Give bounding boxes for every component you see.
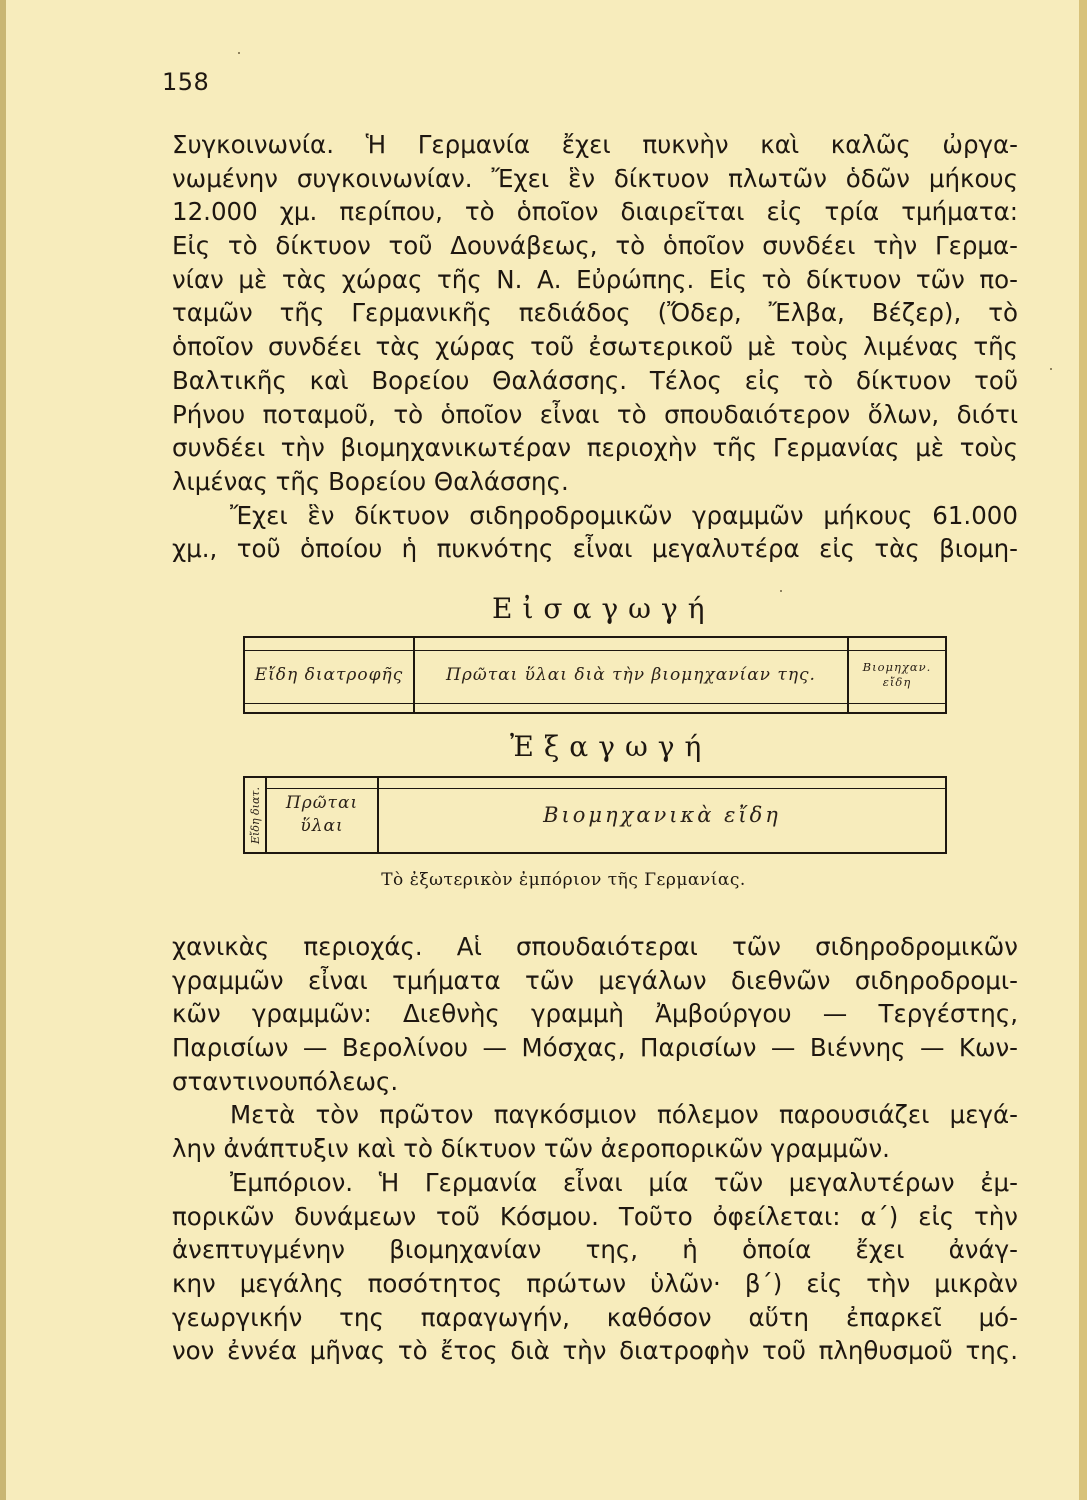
- import-industrial-label-1: Βιομηχαν.: [862, 660, 932, 674]
- page-number: 158: [162, 68, 210, 96]
- diagram-rule: [267, 788, 945, 789]
- paper-speck: [780, 590, 782, 592]
- diagram-rule: [245, 703, 945, 704]
- text-line: σταντινουπόλεως.: [172, 1066, 399, 1096]
- text-line: ὁποῖον συνδέει τὰς χώρας τοῦ ἐσωτερικοῦ μὲ τοὺς λιμένας τῆς: [172, 332, 1018, 362]
- top-paragraphs: [172, 128, 1018, 566]
- export-raw-label-1: Πρῶται: [285, 793, 359, 813]
- text-line: νον ἐννέα μῆνας τὸ ἔτος διὰ τὴν διατροφὴν τοῦ πληθυσμοῦ της.: [172, 1336, 1018, 1366]
- import-diagram: [243, 636, 947, 714]
- export-industrial-cell: [379, 778, 945, 852]
- text-line: νωμένην συγκοινωνίαν. Ἔχει ἓν δίκτυον πλωτῶν ὁδῶν μήκους: [172, 163, 1018, 193]
- text-line: χμ., τοῦ ὁποίου ἡ πυκνότης εἶναι μεγαλυτέρα εἰς τὰς βιομη-: [172, 534, 1018, 564]
- import-heading: Εἰσαγωγή: [492, 592, 715, 625]
- text-line: λην ἀνάπτυξιν καὶ τὸ δίκτυον τῶν ἀεροπορικῶν γραμμῶν.: [172, 1134, 890, 1164]
- text-line: νίαν μὲ τὰς χώρας τῆς Ν. Α. Εὐρώπης. Εἰς τὸ δίκτυον τῶν πο-: [172, 264, 1018, 294]
- export-food-cell: [245, 778, 267, 852]
- import-food-label: Εἴδη διατροφῆς: [254, 665, 404, 685]
- text-line: ταμῶν τῆς Γερμανικῆς πεδιάδος (Ὄδερ, Ἔλβα, Βέζερ), τὸ: [172, 298, 1018, 328]
- text-line: Συγκοινωνία. Ἡ Γερμανία ἔχει πυκνὴν καὶ καλῶς ὠργα-: [172, 130, 1018, 159]
- text-line: συνδέει τὴν βιομηχανικωτέραν περιοχὴν τῆς Γερμανίας μὲ τοὺς: [172, 433, 1018, 463]
- text-line: πορικῶν δυνάμεων τοῦ Κόσμου. Τοῦτο ὀφείλεται: α΄) εἰς τὴν: [172, 1201, 1018, 1231]
- export-heading: Ἐξαγωγή: [510, 730, 712, 763]
- text-line: κῶν γραμμῶν: Διεθνὴς γραμμὴ Ἀμβούργου — Τεργέστης,: [172, 999, 1018, 1029]
- text-line: Ἐμπόριον. Ἡ Γερμανία εἶναι μία τῶν μεγαλυτέρων ἐμ-: [230, 1167, 1018, 1197]
- export-raw-label-2: ὕλαι: [300, 816, 344, 836]
- diagram-rule: [245, 650, 945, 651]
- text-line: χανικὰς περιοχάς. Αἱ σπουδαιότεραι τῶν σιδηροδρομικῶν: [172, 932, 1018, 961]
- text-line: Μετὰ τὸν πρῶτον παγκόσμιον πόλεμον παρουσιάζει μεγά-: [230, 1100, 1018, 1130]
- text-line: ἀνεπτυγμένην βιομηχανίαν της, ἡ ὁποία ἔχει ἀνάγ-: [172, 1235, 1018, 1265]
- text-line: Βαλτικῆς καὶ Βορείου Θαλάσσης. Τέλος εἰς τὸ δίκτυον τοῦ: [172, 365, 1018, 395]
- text-line: Παρισίων — Βερολίνου — Μόσχας, Παρισίων — Βιέννης — Κων-: [172, 1033, 1018, 1063]
- export-raw-materials-cell: [267, 778, 379, 852]
- text-line: γεωργικήν της παραγωγήν, καθόσον αὕτη ἐπαρκεῖ μό-: [172, 1302, 1018, 1332]
- export-industrial-label: Βιομηχανικὰ εἴδη: [543, 803, 781, 827]
- text-line: Ρήνου ποταμοῦ, τὸ ὁποῖον εἶναι τὸ σπουδαιότερον ὅλων, διότι: [172, 399, 1018, 429]
- bottom-paragraphs: [172, 930, 1018, 1368]
- text-line: γραμμῶν εἶναι τμήματα τῶν μεγάλων διεθνῶν σιδηροδρομι-: [172, 965, 1018, 995]
- text-line: λιμένας τῆς Βορείου Θαλάσσης.: [172, 466, 569, 496]
- import-industrial-label-2: εἴδη: [882, 675, 912, 689]
- paper-speck: [1050, 368, 1052, 370]
- text-line: Εἰς τὸ δίκτυον τοῦ Δουνάβεως, τὸ ὁποῖον συνδέει τὴν Γερμα-: [172, 231, 1018, 261]
- text-line: Ἔχει ἓν δίκτυον σιδηροδρομικῶν γραμμῶν μήκους 61.000: [230, 500, 1018, 530]
- export-diagram: [243, 776, 947, 854]
- paper-speck: [238, 52, 240, 54]
- figure-caption: Τὸ ἐξωτερικὸν ἐμπόριον τῆς Γερμανίας.: [381, 870, 746, 890]
- text-line: κην μεγάλης ποσότητος πρώτων ὑλῶν· β΄) εἰς τὴν μικρὰν: [172, 1268, 1018, 1298]
- import-raw-materials-label: Πρῶται ὕλαι διὰ τὴν βιομηχανίαν της.: [446, 665, 816, 685]
- text-line: 12.000 χμ. περίπου, τὸ ὁποῖον διαιρεῖται εἰς τρία τμήματα:: [172, 197, 1018, 227]
- export-food-label: Εἴδη διατ.: [248, 786, 262, 844]
